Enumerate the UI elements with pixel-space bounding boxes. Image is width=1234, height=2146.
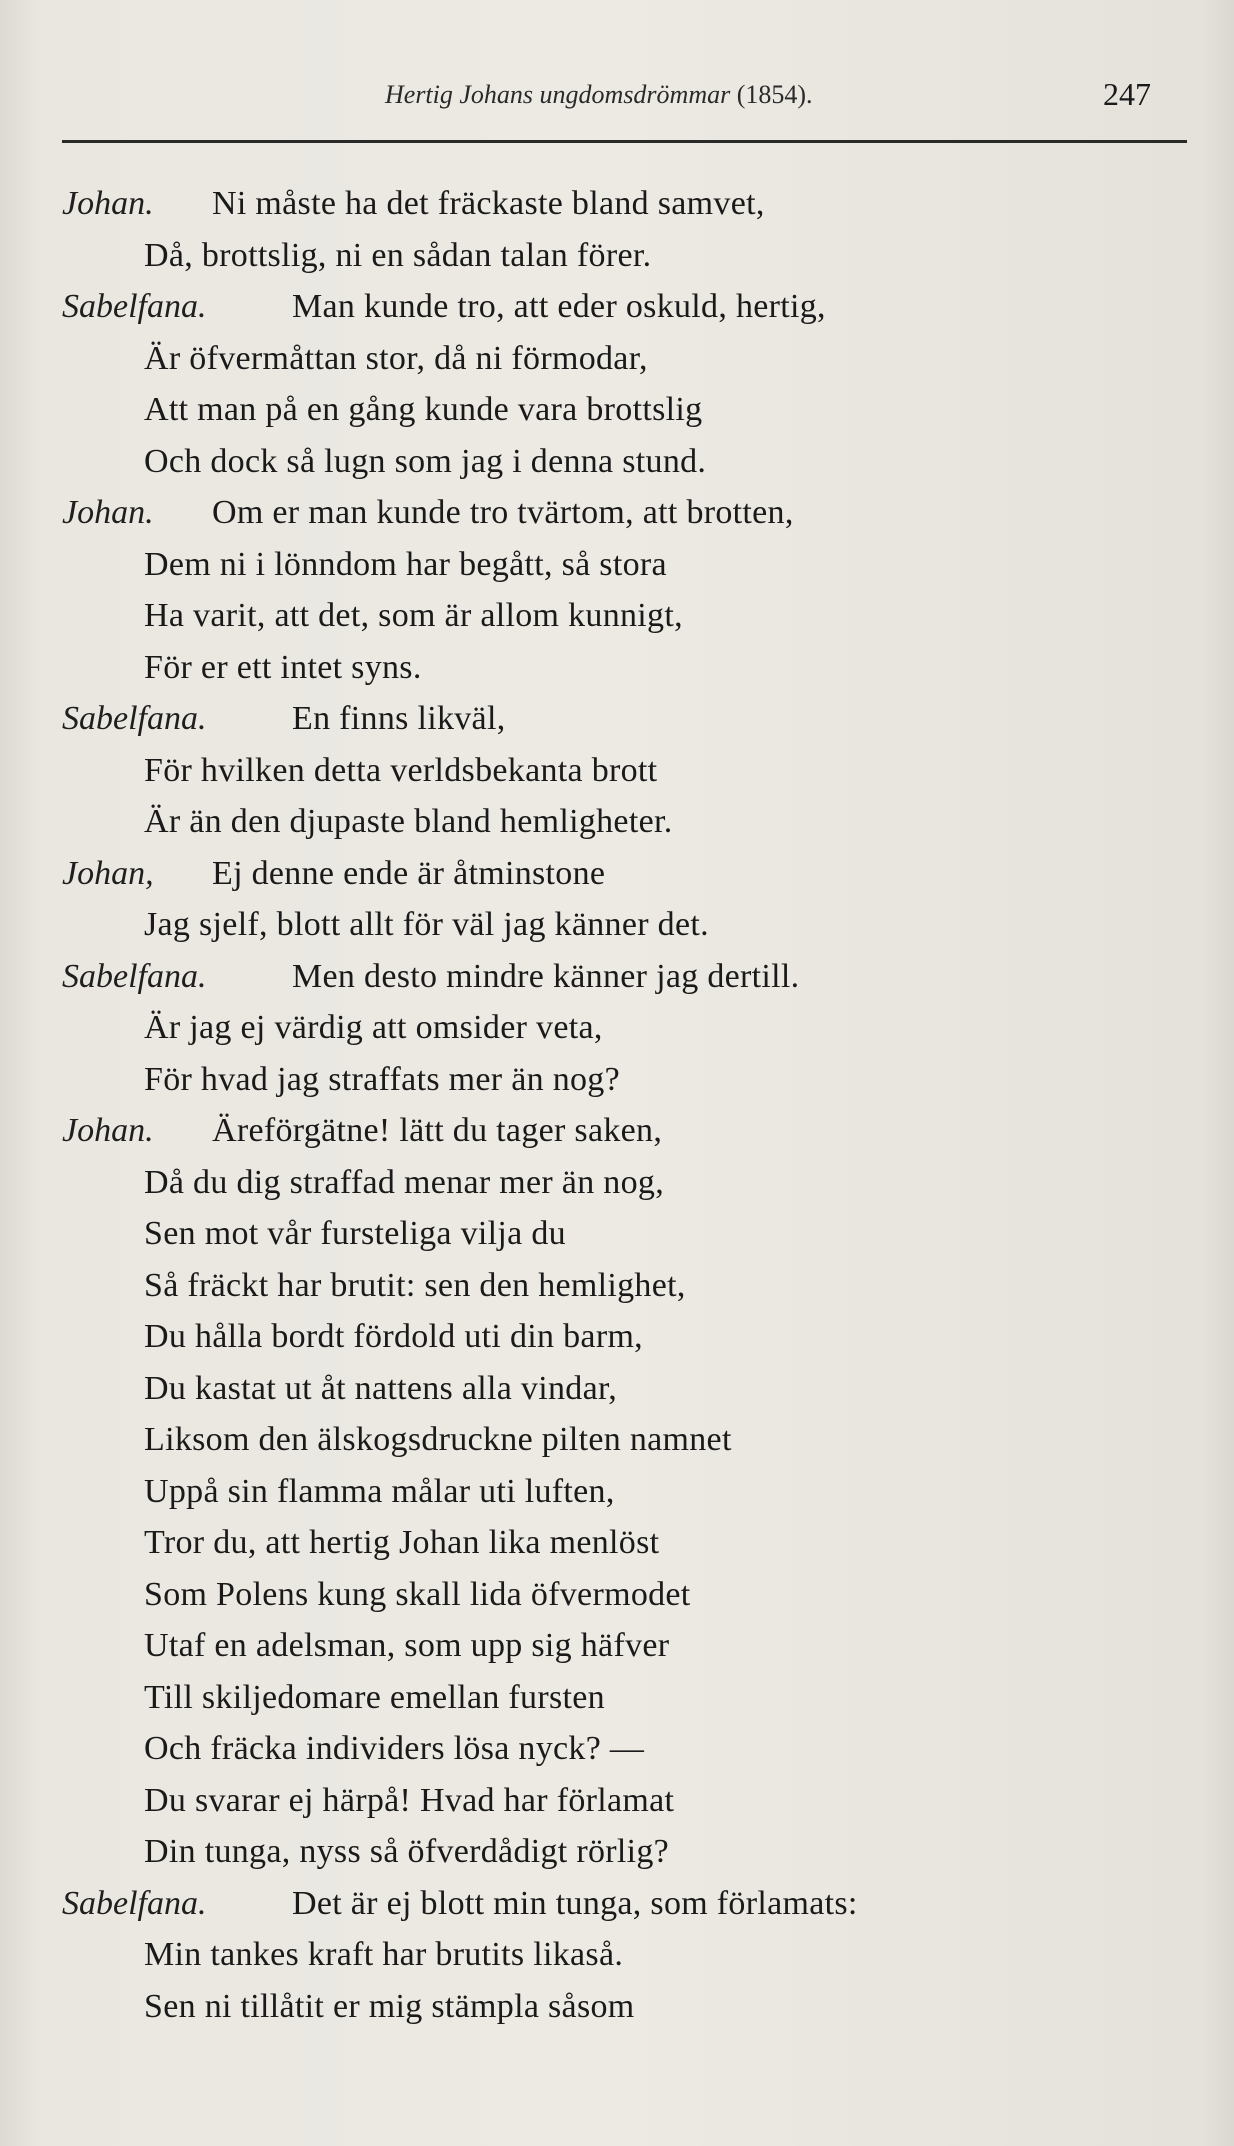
verse-text-line: Då, brottslig, ni en sådan talan förer. bbox=[144, 236, 652, 274]
verse-text-line: Dem ni i lönndom har begått, så stora bbox=[144, 545, 667, 583]
verse-text-line: Tror du, att hertig Johan lika menlöst bbox=[144, 1524, 660, 1561]
speaker-name: Johan. bbox=[62, 185, 154, 222]
verse-text-line: Sen mot vår fursteliga vilja du bbox=[144, 1215, 566, 1252]
verse-line bbox=[0, 1002, 1234, 1054]
verse-line bbox=[0, 384, 1234, 436]
verse-text-line: Är än den djupaste bland hemligheter. bbox=[144, 803, 673, 840]
verse-text-line: Ni måste ha det fräckaste bland samvet, bbox=[212, 185, 765, 222]
verse-line bbox=[0, 333, 1234, 385]
verse-text-line: För hvad jag straffats mer än nog? bbox=[144, 1060, 620, 1098]
verse-line bbox=[0, 951, 1234, 1003]
verse-line bbox=[0, 1878, 1234, 1930]
verse-text-line: Din tunga, nyss så öfverdådigt rörlig? bbox=[144, 1833, 670, 1870]
verse-text-line: Men desto mindre känner jag dertill. bbox=[292, 957, 800, 995]
verse-text-line: Som Polens kung skall lida öfvermodet bbox=[144, 1575, 691, 1613]
verse-line bbox=[0, 796, 1234, 848]
verse-text-line: För hvilken detta verldsbekanta brott bbox=[144, 751, 658, 789]
verse-text-line: Och dock så lugn som jag i denna stund. bbox=[144, 442, 707, 480]
verse-text-line: Och fräcka individers lösa nyck? — bbox=[144, 1730, 645, 1767]
verse-text-line: Om er man kunde tro tvärtom, att brotten, bbox=[212, 494, 794, 531]
verse-line bbox=[0, 1311, 1234, 1363]
speaker-name: Sabelfana. bbox=[62, 1884, 207, 1922]
verse-text-line: Ha varit, att det, som är allom kunnigt, bbox=[144, 597, 683, 634]
verse-text-line: En finns likväl, bbox=[292, 700, 506, 737]
speaker-name: Johan, bbox=[62, 854, 154, 892]
verse-text-line: Är öfvermåttan stor, då ni förmodar, bbox=[144, 339, 648, 377]
verse-line bbox=[0, 1620, 1234, 1672]
verse-text-line: Jag sjelf, blott allt för väl jag känner det. bbox=[144, 906, 709, 943]
verse-line bbox=[0, 693, 1234, 745]
verse-line bbox=[0, 1723, 1234, 1775]
verse-line bbox=[0, 1466, 1234, 1518]
verse-line bbox=[0, 1363, 1234, 1415]
verse-text-line: Du hålla bordt fördold uti din barm, bbox=[144, 1318, 643, 1355]
verse-text-line: Det är ej blott min tunga, som förlamats: bbox=[292, 1884, 858, 1922]
speaker-name: Sabelfana. bbox=[62, 957, 207, 995]
speaker-name: Johan. bbox=[62, 1112, 154, 1149]
verse-line bbox=[0, 1826, 1234, 1878]
verse-text-line: Man kunde tro, att eder oskuld, hertig, bbox=[292, 288, 826, 325]
verse-line bbox=[0, 642, 1234, 694]
speaker-name: Sabelfana. bbox=[62, 288, 207, 325]
verse-text-line: Så fräckt har brutit: sen den hemlighet, bbox=[144, 1266, 686, 1304]
verse-line bbox=[0, 487, 1234, 539]
verse-text-line: Ärеförgätne! lätt du tager saken, bbox=[212, 1112, 663, 1149]
verse-line bbox=[0, 1775, 1234, 1827]
verse-line bbox=[0, 1517, 1234, 1569]
verse-text-line: Sen ni tillåtit er mig stämpla såsom bbox=[144, 1987, 635, 2025]
verse-text-line: Min tankes kraft har brutits likaså. bbox=[144, 1936, 624, 1973]
verse-line bbox=[0, 436, 1234, 488]
verse-line bbox=[0, 1981, 1234, 2033]
verse-line bbox=[0, 1672, 1234, 1724]
verse-text-line: För er ett intet syns. bbox=[144, 648, 422, 686]
verse-text-line: Är jag ej värdig att omsider veta, bbox=[144, 1009, 603, 1046]
verse-text-line: Utaf en adelsman, som upp sig häfver bbox=[144, 1627, 670, 1664]
running-header-year: (1854). bbox=[736, 80, 813, 109]
verse-text-line: Du kastat ut åt nattens alla vindar, bbox=[144, 1369, 618, 1407]
page-number: 247 bbox=[1103, 76, 1151, 112]
verse-line bbox=[0, 899, 1234, 951]
verse-text-line: Liksom den älskogsdruckne pilten namnet bbox=[144, 1421, 732, 1458]
verse-line bbox=[0, 745, 1234, 797]
verse-text-line: Ej denne ende är åtminstone bbox=[212, 854, 606, 892]
verse-line bbox=[0, 1157, 1234, 1209]
verse-text-line: Uppå sin flamma målar uti luften, bbox=[144, 1472, 615, 1510]
verse-line bbox=[0, 281, 1234, 333]
speaker-name: Sabelfana. bbox=[62, 700, 207, 737]
speaker-name: Johan. bbox=[62, 494, 154, 531]
verse-line bbox=[0, 178, 1234, 230]
verse-line bbox=[0, 1260, 1234, 1312]
verse-line bbox=[0, 1414, 1234, 1466]
verse-line bbox=[0, 1054, 1234, 1106]
verse-text-line: Då du dig straffad menar mer än nog, bbox=[144, 1163, 665, 1201]
verse-line bbox=[0, 1929, 1234, 1981]
header-rule bbox=[62, 140, 1187, 143]
verse-line bbox=[0, 230, 1234, 282]
verse-line bbox=[0, 590, 1234, 642]
verse-text-line: Du svarar ej härpå! Hvad har förlamat bbox=[144, 1781, 675, 1819]
running-header bbox=[385, 80, 813, 110]
verse-line bbox=[0, 1105, 1234, 1157]
running-header-title: Hertig Johans ungdomsdrömmar bbox=[385, 80, 731, 109]
verse-text-line: Till skiljedomare emellan fursten bbox=[144, 1678, 605, 1716]
verse-line bbox=[0, 1569, 1234, 1621]
verse-text-line: Att man på en gång kunde vara brottslig bbox=[144, 391, 703, 428]
verse-line bbox=[0, 1208, 1234, 1260]
verse-line bbox=[0, 539, 1234, 591]
verse-line bbox=[0, 848, 1234, 900]
